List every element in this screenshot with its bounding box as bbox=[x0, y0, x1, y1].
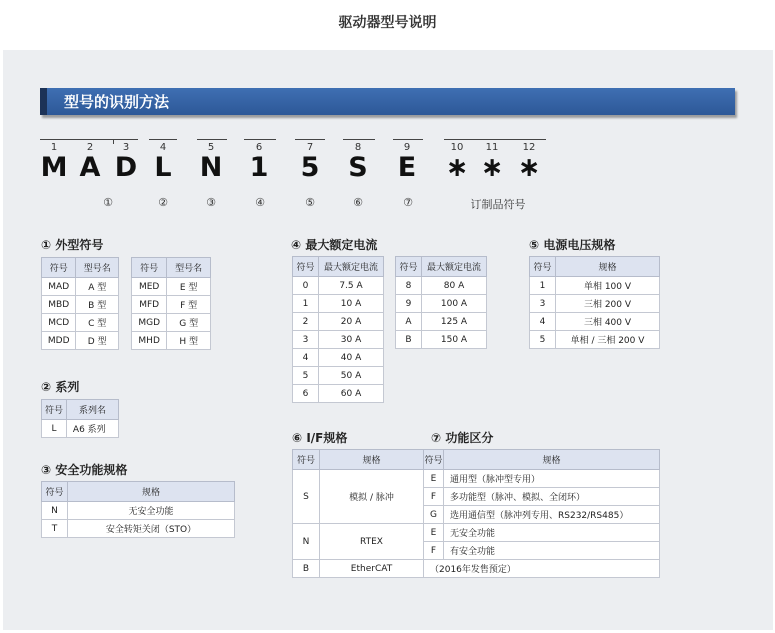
table-row bbox=[293, 295, 384, 313]
cell: E bbox=[424, 470, 444, 488]
cell: H 型 bbox=[167, 332, 211, 350]
cell: 单相 / 三相 200 V bbox=[556, 331, 660, 349]
group-marker: ① bbox=[103, 196, 113, 209]
model-code-char: A bbox=[79, 152, 101, 183]
cell: MAD bbox=[42, 278, 76, 296]
table-row bbox=[530, 313, 660, 331]
col-header: 规格 bbox=[320, 450, 424, 470]
cell: A 型 bbox=[76, 278, 119, 296]
table-row bbox=[530, 331, 660, 349]
cell: 3 bbox=[530, 295, 556, 313]
cell: 125 A bbox=[422, 313, 487, 331]
group-line bbox=[149, 139, 177, 140]
model-code-char: M bbox=[40, 152, 68, 183]
table-row bbox=[132, 332, 211, 350]
current-table-right bbox=[395, 256, 487, 349]
col-header: 符号 bbox=[396, 257, 422, 277]
digit-position: 8 bbox=[354, 142, 362, 153]
col-header: 系列名 bbox=[66, 400, 118, 420]
col-header: 符号 bbox=[530, 257, 556, 277]
table-row bbox=[293, 277, 384, 295]
cell: 单相 100 V bbox=[556, 277, 660, 295]
table-row bbox=[396, 295, 487, 313]
cell: F bbox=[424, 488, 444, 506]
cell: F bbox=[424, 542, 444, 560]
col-header: 符号 bbox=[42, 400, 67, 420]
cell: 三相 200 V bbox=[556, 295, 660, 313]
cell: G 型 bbox=[167, 314, 211, 332]
group-marker: ④ bbox=[255, 196, 265, 209]
cell: 30 A bbox=[319, 331, 384, 349]
cell: MBD bbox=[42, 296, 76, 314]
cell: 8 bbox=[396, 277, 422, 295]
cell: S bbox=[293, 470, 320, 524]
group-marker: ③ bbox=[206, 196, 216, 209]
table-row bbox=[132, 314, 211, 332]
table-row bbox=[42, 420, 119, 438]
cell: F 型 bbox=[167, 296, 211, 314]
cell: MCD bbox=[42, 314, 76, 332]
table-row bbox=[42, 520, 235, 538]
digit-position: 9 bbox=[403, 142, 411, 153]
cell: C 型 bbox=[76, 314, 119, 332]
cell: G bbox=[424, 506, 444, 524]
cell: 9 bbox=[396, 295, 422, 313]
group-line bbox=[244, 139, 276, 140]
table-row bbox=[293, 313, 384, 331]
cell: 选用通信型（脉冲列专用、RS232/RS485） bbox=[444, 506, 660, 524]
cell: 40 A bbox=[319, 349, 384, 367]
col-header: 最大额定电流 bbox=[319, 257, 384, 277]
table-row bbox=[293, 349, 384, 367]
current-title: ④ 最大额定电流 bbox=[291, 238, 378, 252]
voltage-table bbox=[529, 256, 660, 349]
group-marker: ⑦ bbox=[403, 196, 413, 209]
table-row bbox=[132, 296, 211, 314]
cell: MDD bbox=[42, 332, 76, 350]
group-line bbox=[40, 139, 138, 140]
digit-position: 12 bbox=[522, 142, 536, 153]
cell: EtherCAT bbox=[320, 560, 424, 578]
model-code-char: D bbox=[114, 152, 138, 183]
col-header: 型号名 bbox=[76, 258, 119, 278]
table-row bbox=[132, 278, 211, 296]
current-table-left bbox=[292, 256, 384, 403]
model-code-char: 1 bbox=[249, 152, 269, 183]
digit-position: 5 bbox=[207, 142, 215, 153]
group-line bbox=[444, 139, 546, 140]
cell: B 型 bbox=[76, 296, 119, 314]
cell: 50 A bbox=[319, 367, 384, 385]
cell: 150 A bbox=[422, 331, 487, 349]
cell: E 型 bbox=[167, 278, 211, 296]
cell: 0 bbox=[293, 277, 319, 295]
cell: MHD bbox=[132, 332, 167, 350]
cell: MED bbox=[132, 278, 167, 296]
series-title: ② 系列 bbox=[41, 380, 80, 394]
digit-position: 11 bbox=[485, 142, 499, 153]
digit-position: 7 bbox=[306, 142, 314, 153]
group-marker: ⑥ bbox=[353, 196, 363, 209]
col-header: 符号 bbox=[42, 258, 76, 278]
appearance-table-left bbox=[41, 257, 119, 350]
model-code-char: ∗ bbox=[517, 152, 541, 183]
cell: 60 A bbox=[319, 385, 384, 403]
table-row bbox=[396, 313, 487, 331]
model-code-char: N bbox=[199, 152, 223, 183]
table-row bbox=[42, 278, 119, 296]
appearance-title: ① 外型符号 bbox=[41, 238, 104, 252]
group-line bbox=[295, 139, 325, 140]
cell: MGD bbox=[132, 314, 167, 332]
cell: 多功能型（脉冲、模拟、全闭环） bbox=[444, 488, 660, 506]
group-line bbox=[197, 139, 227, 140]
banner-accent-bar bbox=[40, 88, 47, 115]
cell: 100 A bbox=[422, 295, 487, 313]
col-header: 型号名 bbox=[167, 258, 211, 278]
group-marker: ② bbox=[158, 196, 168, 209]
interface-function-table bbox=[292, 449, 660, 578]
digit-position: 1 bbox=[50, 142, 58, 153]
digit-position: 10 bbox=[450, 142, 464, 153]
cell: 模拟 / 脉冲 bbox=[320, 470, 424, 524]
col-header: 规格 bbox=[556, 257, 660, 277]
table-row bbox=[42, 314, 119, 332]
table-row bbox=[293, 470, 660, 488]
group-line bbox=[343, 139, 375, 140]
col-header: 符号 bbox=[132, 258, 167, 278]
col-header: 符号 bbox=[293, 450, 320, 470]
cell: B bbox=[293, 560, 320, 578]
col-header: 规格 bbox=[444, 450, 660, 470]
cell: （2016年发售预定） bbox=[424, 560, 660, 578]
cell: T bbox=[42, 520, 68, 538]
cell: 1 bbox=[293, 295, 319, 313]
table-row bbox=[396, 277, 487, 295]
table-row bbox=[42, 502, 235, 520]
series-table bbox=[41, 399, 119, 438]
cell: N bbox=[42, 502, 68, 520]
table-row bbox=[42, 296, 119, 314]
section-banner bbox=[40, 88, 735, 115]
safety-title: ③ 安全功能规格 bbox=[41, 463, 128, 477]
table-row bbox=[293, 331, 384, 349]
group-marker: ⑤ bbox=[305, 196, 315, 209]
digit-position: 4 bbox=[159, 142, 167, 153]
cell: 10 A bbox=[319, 295, 384, 313]
table-row bbox=[293, 385, 384, 403]
cell: L bbox=[42, 420, 67, 438]
cell: B bbox=[396, 331, 422, 349]
cell: 无安全功能 bbox=[444, 524, 660, 542]
cell: 通用型（脉冲型专用） bbox=[444, 470, 660, 488]
group-line bbox=[393, 139, 423, 140]
function-title: ⑦ 功能区分 bbox=[431, 431, 494, 445]
page-title: 驱动器型号说明 bbox=[338, 15, 437, 31]
cell: A bbox=[396, 313, 422, 331]
col-header: 最大额定电流 bbox=[422, 257, 487, 277]
safety-table bbox=[41, 481, 235, 538]
divider-tick bbox=[113, 139, 114, 144]
cell: 3 bbox=[293, 331, 319, 349]
cell: 5 bbox=[530, 331, 556, 349]
section-title: 型号的识别方法 bbox=[64, 93, 170, 111]
cell: 6 bbox=[293, 385, 319, 403]
col-header: 规格 bbox=[68, 482, 235, 502]
interface-title: ⑥ I/F规格 bbox=[292, 431, 348, 445]
cell: 2 bbox=[293, 313, 319, 331]
table-row bbox=[293, 524, 660, 542]
cell: RTEX bbox=[320, 524, 424, 560]
cell: 4 bbox=[293, 349, 319, 367]
voltage-title: ⑤ 电源电压规格 bbox=[529, 238, 616, 252]
cell: 80 A bbox=[422, 277, 487, 295]
digit-position: 2 bbox=[86, 142, 94, 153]
cell: 1 bbox=[530, 277, 556, 295]
model-code-char: 5 bbox=[300, 152, 320, 183]
model-code-char: ∗ bbox=[480, 152, 504, 183]
cell: 20 A bbox=[319, 313, 384, 331]
table-row bbox=[530, 277, 660, 295]
cell: E bbox=[424, 524, 444, 542]
col-header: 符号 bbox=[424, 450, 444, 470]
col-header: 符号 bbox=[42, 482, 68, 502]
cell: 无安全功能 bbox=[68, 502, 235, 520]
digit-position: 6 bbox=[255, 142, 263, 153]
appearance-table-right bbox=[131, 257, 211, 350]
cell: 有安全功能 bbox=[444, 542, 660, 560]
cell: 5 bbox=[293, 367, 319, 385]
cell: A6 系列 bbox=[66, 420, 118, 438]
table-row bbox=[396, 331, 487, 349]
model-code-char: ∗ bbox=[445, 152, 469, 183]
cell: 4 bbox=[530, 313, 556, 331]
model-code-char: E bbox=[397, 152, 417, 183]
table-row bbox=[293, 367, 384, 385]
model-code-char: L bbox=[154, 152, 172, 183]
cell: D 型 bbox=[76, 332, 119, 350]
custom-product-label: 订制品符号 bbox=[470, 198, 526, 211]
digit-position: 3 bbox=[122, 142, 130, 153]
cell: N bbox=[293, 524, 320, 560]
table-row bbox=[42, 332, 119, 350]
cell: MFD bbox=[132, 296, 167, 314]
table-row bbox=[293, 560, 660, 578]
model-code-char: S bbox=[348, 152, 368, 183]
cell: 7.5 A bbox=[319, 277, 384, 295]
table-row bbox=[530, 295, 660, 313]
cell: 三相 400 V bbox=[556, 313, 660, 331]
col-header: 符号 bbox=[293, 257, 319, 277]
cell: 安全转矩关闭（STO） bbox=[68, 520, 235, 538]
